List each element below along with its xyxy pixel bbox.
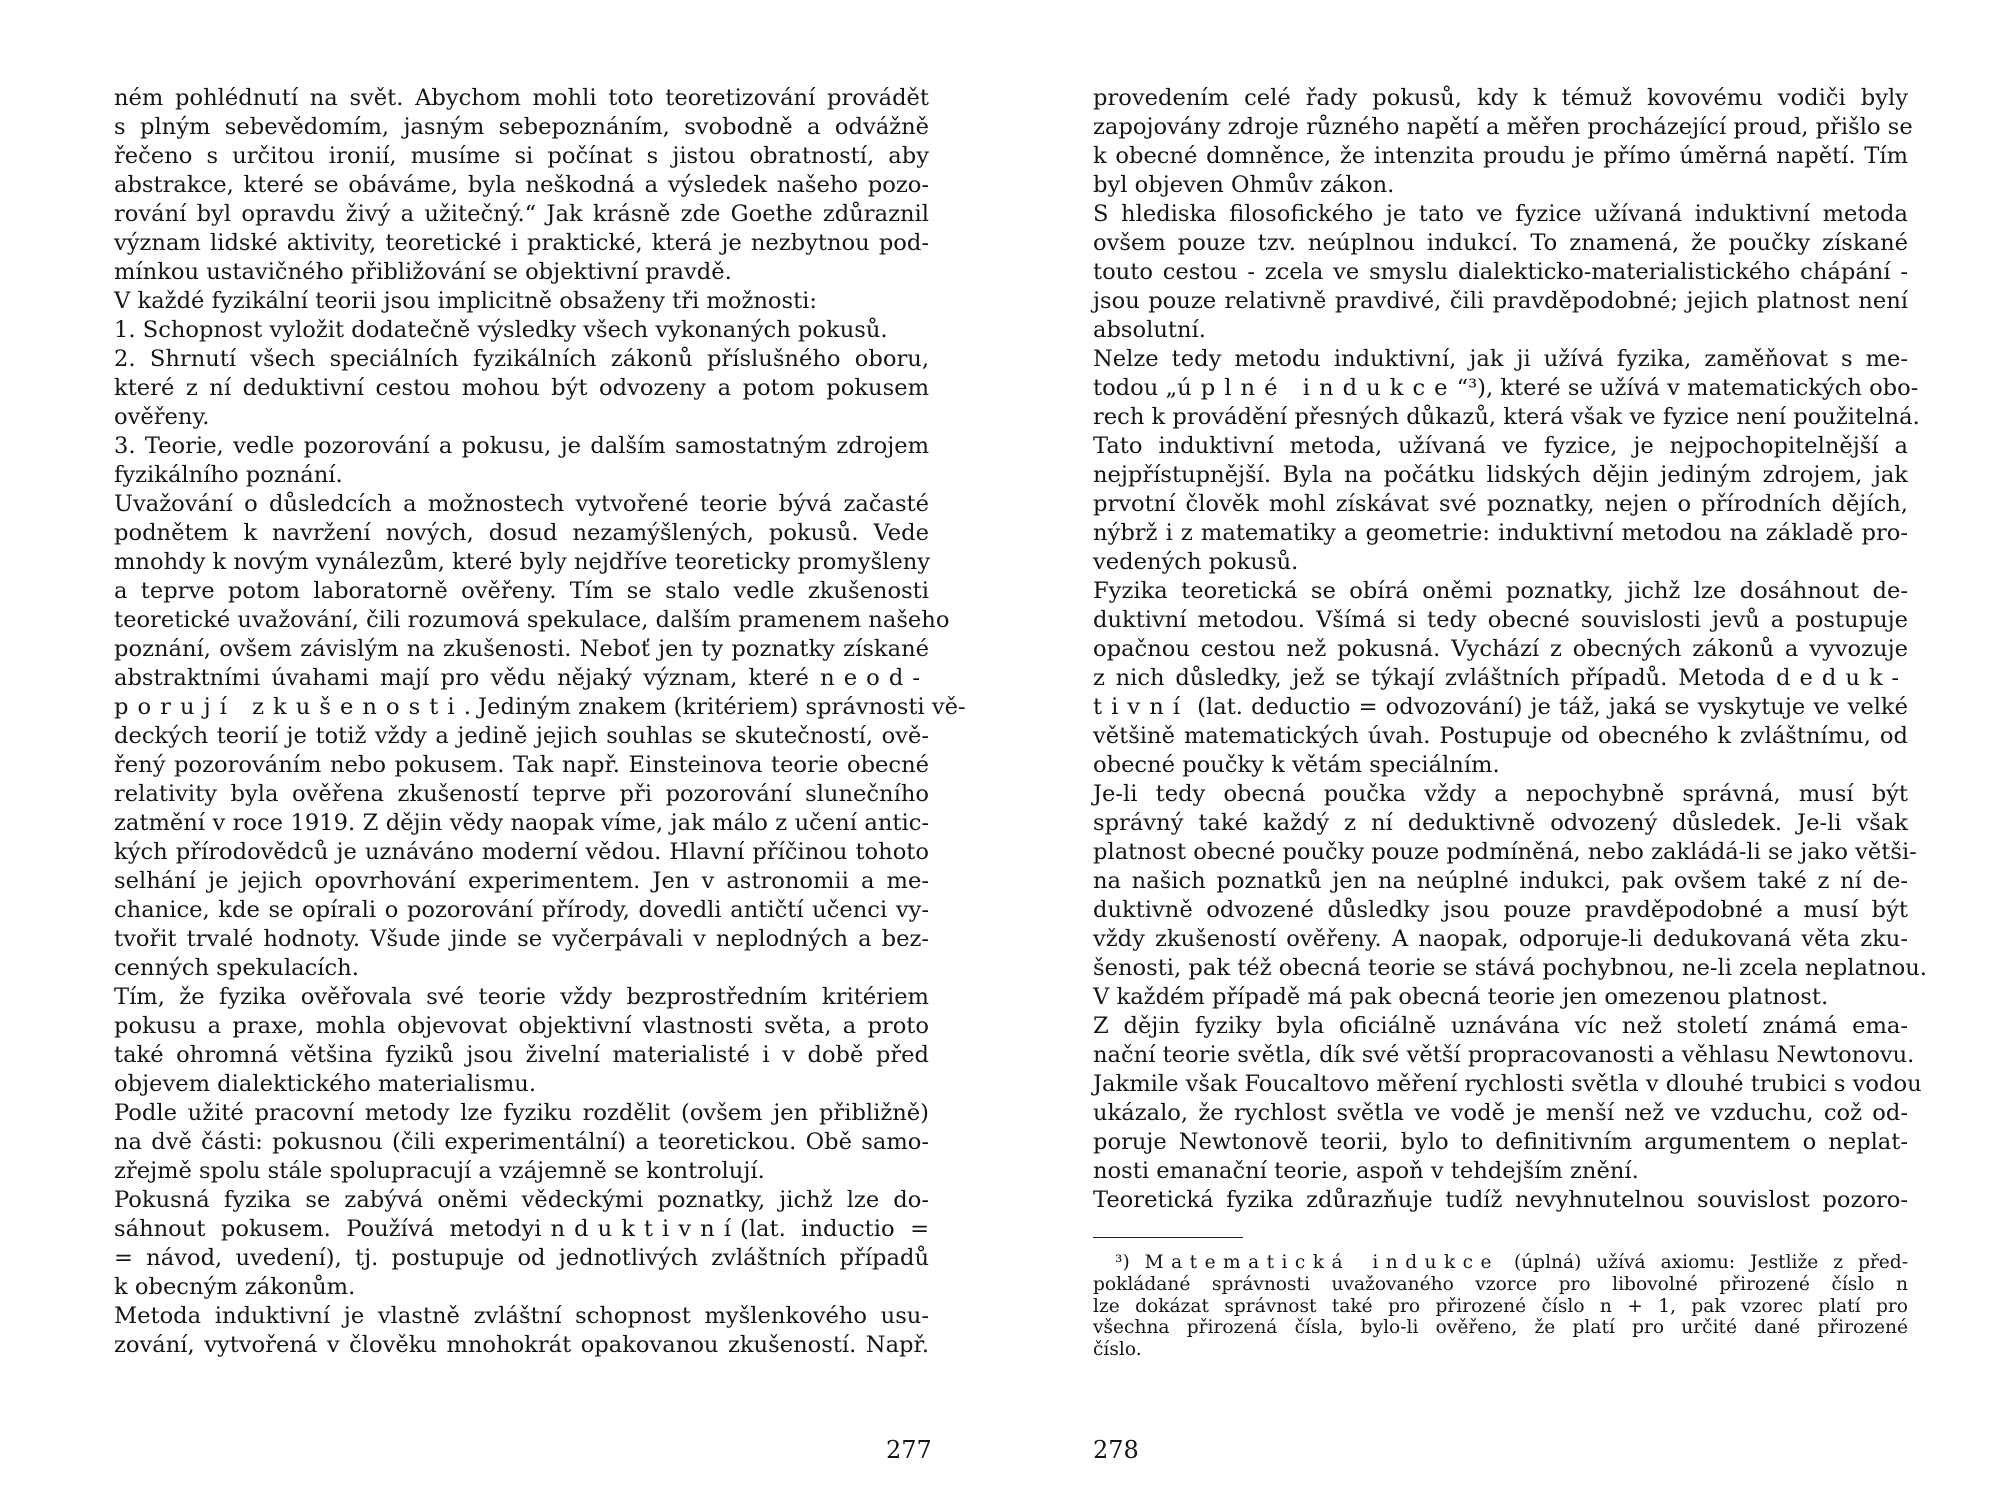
line-text: duktivní metodou. Všímá si tedy obecné souvislosti jevů a postupuje (1093, 607, 1908, 633)
line-text: V každém případě má pak obecná teorie jen omezenou platnost. (1093, 984, 1829, 1010)
text-line (114, 577, 929, 606)
line-text: abstraktními úvahami mají pro vědu nějaký význam, které (114, 665, 809, 691)
text-line (114, 867, 929, 896)
line-text: podnětem k navržení nových, dosud nezamýšlených, pokusů. Vede (114, 520, 929, 546)
footnote-block (1093, 1252, 1908, 1361)
text-line (1093, 838, 1917, 867)
line-text: sáhnout pokusem. Používá metody (114, 1216, 535, 1242)
line-text: na dvě části: pokusnou (čili experimentální) a teoretickou. Obě samo- (114, 1129, 929, 1155)
spaced-term: deduk- (1775, 665, 1909, 691)
spaced-term: induktivní (534, 1216, 740, 1242)
line-text: absolutní. (1093, 317, 1206, 343)
left-page (114, 84, 966, 1360)
text-line (114, 432, 929, 461)
line-text: “³), které se užívá v matematických obo- (1456, 375, 1919, 401)
text-line (1093, 258, 1908, 287)
line-text: mínkou ustavičného přibližování se objektivní pravdě. (114, 259, 732, 285)
line-text: vždy zkušeností ověřeny. A naopak, odporuje-li dedukovaná věta zku- (1093, 926, 1908, 952)
spaced-term: Matematická indukce (1144, 1252, 1499, 1273)
spaced-term: neod- (820, 665, 929, 691)
line-text: objevem dialektického materialismu. (114, 1071, 537, 1097)
footnote-divider (1093, 1237, 1243, 1238)
line-text: platnost obecné poučky pouze podmíněná, nebo zakládá-li se jako větši- (1093, 839, 1917, 865)
line-text: touto cestou - zcela ve smyslu dialekticko-materialistického chápání - (1093, 259, 1908, 285)
line-text: kých přírodovědců je uznáváno moderní vědou. Hlavní příčinou tohoto (114, 839, 929, 865)
line-text: poznání, ovšem závislým na zkušenosti. Neboť jen ty poznatky získané (114, 636, 929, 662)
spaced-term: tivní (1093, 694, 1190, 720)
line-text: Tím, že fyzika ověřovala své teorie vždy bezprostředním kritériem (114, 984, 929, 1010)
text-line (1093, 461, 1908, 490)
line-text: rování byl opravdu živý a užitečný.“ Jak krásně zde Goethe zdůraznil (114, 201, 929, 227)
spaced-term: porují zkušenosti (114, 694, 464, 720)
text-line (114, 142, 929, 171)
line-text: Metoda induktivní je vlastně zvláštní schopnost myšlenkového usu- (114, 1303, 929, 1329)
text-line (1093, 548, 1908, 577)
text-line (1093, 345, 1908, 374)
text-line (114, 606, 950, 635)
line-text: (lat. inductio = (739, 1216, 930, 1242)
line-text: tvořit trvalé hodnoty. Všude jinde se vyčerpávali v neplodných a bez- (114, 926, 929, 952)
line-text: ověřeny. (114, 404, 210, 430)
line-text: ovšem pouze tzv. neúplnou indukcí. To znamená, že poučky získané (1093, 230, 1908, 256)
line-text: Fyzika teoretická se obírá oněmi poznatky, jichž lze dosáhnout de- (1093, 578, 1908, 604)
text-line (1093, 374, 1919, 403)
line-text: prvotní člověk mohl získávat své poznatky, nejen o přírodních dějích, (1093, 491, 1908, 517)
line-text: z nich důsledky, jež se týkají zvláštních případů. Metoda (1093, 665, 1766, 691)
line-text: Z dějin fyziky byla oficiálně uznávána víc než století známá ema- (1093, 1013, 1908, 1039)
text-line (114, 258, 929, 287)
text-line (1093, 287, 1908, 316)
text-line (114, 751, 929, 780)
line-text: (lat. deductio = odvozování) je táž, jaká se vyskytuje ve velké (1189, 694, 1908, 720)
line-text: Je-li tedy obecná poučka vždy a nepochybně správná, musí být (1093, 781, 1908, 807)
line-text: lze dokázat správnost také pro přirozené číslo n + 1, pak vzorec platí pro (1093, 1295, 1908, 1317)
line-text: provedením celé řady pokusů, kdy k témuž kovovému vodiči byly (1093, 85, 1908, 111)
text-line (114, 1186, 929, 1215)
text-line (114, 1215, 929, 1244)
line-text: todou „ (1093, 375, 1178, 401)
text-line (1093, 142, 1908, 171)
text-line (1093, 896, 1908, 925)
text-line (114, 664, 929, 693)
line-text: cenných spekulacích. (114, 955, 359, 981)
line-text: ³) (1115, 1252, 1145, 1273)
line-text: které z ní deduktivní cestou mohou být odvozeny a potom pokusem (114, 375, 929, 401)
text-line (1093, 1041, 1915, 1070)
line-text: deckých teorií je totiž vždy a jedině jejich souhlas se skutečností, ově- (114, 723, 929, 749)
text-line (114, 635, 929, 664)
text-line (1093, 490, 1908, 519)
line-text: ném pohlédnutí na svět. Abychom mohli toto teoretizování provádět (114, 85, 929, 111)
line-text: poruje Newtonově teorii, bylo to definitivním argumentem o neplat- (1093, 1129, 1908, 1155)
text-line (1093, 664, 1908, 693)
line-text: vedených pokusů. (1093, 549, 1299, 575)
text-line (114, 1012, 929, 1041)
line-text: nosti emanační teorie, aspoň v tehdejším znění. (1093, 1158, 1639, 1184)
text-line (114, 780, 929, 809)
text-line (114, 374, 929, 403)
text-line (114, 1273, 929, 1302)
text-line (114, 954, 929, 983)
text-line (114, 693, 966, 722)
line-text: zřejmě spolu stále spolupracují a vzájemně se kontrolují. (114, 1158, 765, 1184)
line-text: pokládané správnosti uvažovaného vzorce pro libovolné přirozené číslo n (1093, 1273, 1908, 1295)
line-text: relativity byla ověřena zkušeností teprve při pozorování slunečního (114, 781, 929, 807)
text-line (1093, 229, 1908, 258)
text-line (114, 316, 929, 345)
text-line (114, 1041, 929, 1070)
text-line (114, 1157, 929, 1186)
line-text: byl objeven Ohmův zákon. (1093, 172, 1395, 198)
text-line (114, 345, 929, 374)
left-page-body (114, 84, 966, 1360)
line-text: obecné poučky k větám speciálním. (1093, 752, 1500, 778)
text-line (1093, 1012, 1908, 1041)
text-line (1093, 1186, 1908, 1215)
text-line (1093, 606, 1908, 635)
line-text: = návod, uvedení), tj. postupuje od jednotlivých zvláštních případů (114, 1245, 929, 1271)
line-text: zování, vytvořená v člověku mnohokrát opakovanou zkušeností. Např. (114, 1332, 929, 1358)
line-text: většině matematických úvah. Postupuje od obecného k zvláštnímu, od (1093, 723, 1908, 749)
line-text: Pokusná fyzika se zabývá oněmi vědeckými poznatky, jichž lze do- (114, 1187, 929, 1213)
line-text: Nelze tedy metodu induktivní, jak ji užívá fyzika, zaměňovat s me- (1093, 346, 1908, 372)
text-line (1093, 954, 1927, 983)
page-number-left: 277 (886, 1436, 932, 1464)
text-line (114, 548, 929, 577)
text-line (114, 1128, 929, 1157)
text-line (1093, 809, 1908, 838)
text-line (1093, 1070, 1922, 1099)
text-line (114, 519, 929, 548)
text-line (114, 1099, 929, 1128)
line-text: řečeno s určitou ironií, musíme si počínat s jistou obratností, aby (114, 143, 929, 169)
text-line (114, 925, 929, 954)
text-line (1093, 693, 1908, 722)
text-line (114, 722, 929, 751)
line-text: Tato induktivní metoda, užívaná ve fyzice, je nejpochopitelnější a (1093, 433, 1908, 459)
text-line (1093, 983, 1908, 1012)
text-line (114, 229, 929, 258)
line-text: chanice, kde se opírali o pozorování přírody, dovedli antičtí učenci vy- (114, 897, 929, 923)
text-line (1093, 867, 1908, 896)
line-text: zatmění v roce 1919. Z dějin vědy naopak víme, jak málo z učení antic- (114, 810, 929, 836)
line-text: . Jediným znakem (kritériem) správnosti vě- (463, 694, 966, 720)
line-text: na našich poznatků jen na neúplné indukci, pak ovšem také z ní de- (1093, 868, 1908, 894)
text-line (114, 113, 929, 142)
text-line (114, 1302, 929, 1331)
text-line (114, 1070, 929, 1099)
spaced-term: úplné indukce (1177, 375, 1457, 401)
text-line (1093, 722, 1908, 751)
text-line (114, 896, 929, 925)
text-line (1093, 84, 1908, 113)
line-text: šenosti, pak též obecná teorie se stává pochybnou, ne-li zcela neplatnou. (1093, 955, 1927, 981)
line-text: všechna přirozená čísla, bylo-li ověřeno, že platí pro určité dané přirozené (1093, 1317, 1908, 1339)
line-text: také ohromná většina fyziků jsou živelní materialisté i v době před (114, 1042, 929, 1068)
line-text: číslo. (1093, 1339, 1142, 1361)
text-line (114, 461, 929, 490)
text-line (1093, 1339, 1908, 1361)
text-line (1093, 432, 1908, 461)
text-line (1093, 1317, 1908, 1339)
text-line (1093, 1296, 1908, 1318)
line-text: Uvažování o důsledcích a možnostech vytvořené teorie bývá začasté (114, 491, 929, 517)
line-text: pokusu a praxe, mohla objevovat objektivní vlastnosti světa, a proto (114, 1013, 929, 1039)
text-line (1093, 1099, 1908, 1128)
line-text: 1. Schopnost vyložit dodatečně výsledky všech vykonaných pokusů. (114, 317, 888, 343)
line-text: teoretické uvažování, čili rozumová spekulace, dalším pramenem našeho (114, 607, 950, 633)
line-text: Podle užité pracovní metody lze fyziku rozdělit (ovšem jen přibližně) (114, 1100, 929, 1126)
text-line (1093, 1157, 1908, 1186)
line-text: selhání je jejich opovrhování experimentem. Jen v astronomii a me- (114, 868, 929, 894)
text-line (114, 838, 929, 867)
line-text: s plným sebevědomím, jasným sebepoznáním, svobodně a odvážně (114, 114, 929, 140)
text-line (1093, 200, 1908, 229)
text-line (1093, 635, 1908, 664)
text-line (114, 403, 929, 432)
line-text: k obecné domněnce, že intenzita proudu je přímo úměrná napětí. Tím (1093, 143, 1908, 169)
text-line (1093, 577, 1908, 606)
line-text: Teoretická fyzika zdůrazňuje tudíž nevyhnutelnou souvislost pozoro- (1093, 1187, 1908, 1213)
text-line (114, 1244, 929, 1273)
text-line (1093, 780, 1908, 809)
line-text: k obecným zákonům. (114, 1274, 356, 1300)
text-line (114, 983, 929, 1012)
page-number-right: 278 (1093, 1436, 1139, 1464)
line-text: řený pozorováním nebo pokusem. Tak např. Einsteinova teorie obecné (114, 752, 929, 778)
text-line (114, 171, 929, 200)
line-text: V každé fyzikální teorii jsou implicitně obsaženy tři možnosti: (114, 288, 818, 314)
text-line (1093, 1274, 1908, 1296)
text-line (1093, 113, 1913, 142)
line-text: správný také každý z ní deduktivně odvozený důsledek. Je-li však (1093, 810, 1908, 836)
text-line (114, 809, 929, 838)
line-text: jsou pouze relativně pravdivé, čili pravděpodobné; jejich platnost není (1093, 288, 1908, 314)
line-text: 2. Shrnutí všech speciálních fyzikálních zákonů příslušného oboru, (114, 346, 929, 372)
text-line (1093, 519, 1908, 548)
right-page-body (1093, 84, 1927, 1215)
line-text: ukázalo, že rychlost světla ve vodě je menší než ve vzduchu, což od- (1093, 1100, 1908, 1126)
line-text: nýbrž i z matematiky a geometrie: induktivní metodou na základě pro- (1093, 520, 1908, 546)
text-line (114, 84, 929, 113)
text-line (114, 287, 929, 316)
text-line (1093, 1252, 1908, 1274)
line-text: Jakmile však Foucaltovo měření rychlosti světla v dlouhé trubici s vodou (1093, 1071, 1922, 1097)
text-line (1093, 1128, 1908, 1157)
text-line (1093, 171, 1908, 200)
line-text: rech k provádění přesných důkazů, která však ve fyzice není použitelná. (1093, 404, 1920, 430)
text-line (114, 1331, 929, 1360)
right-page (1093, 84, 1927, 1361)
text-line (1093, 316, 1908, 345)
line-text: zapojovány zdroje různého napětí a měřen procházející proud, přišlo se (1093, 114, 1913, 140)
text-line (1093, 403, 1920, 432)
line-text: nační teorie světla, dík své větší propracovanosti a věhlasu Newtonovu. (1093, 1042, 1915, 1068)
line-text: a teprve potom laboratorně ověřeny. Tím se stalo vedle zkušenosti (114, 578, 929, 604)
text-line (114, 200, 929, 229)
line-text: mnohdy k novým vynálezům, které byly nejdříve teoreticky promyšleny (114, 549, 931, 575)
line-text: S hlediska filosofického je tato ve fyzice užívaná induktivní metoda (1093, 201, 1908, 227)
line-text: duktivně odvozené důsledky jsou pouze pravděpodobné a musí být (1093, 897, 1908, 923)
line-text: (úplná) užívá axiomu: Jestliže z před- (1498, 1252, 1908, 1273)
line-text: 3. Teorie, vedle pozorování a pokusu, je dalším samostatným zdrojem (114, 433, 929, 459)
line-text: fyzikálního poznání. (114, 462, 343, 488)
line-text: opačnou cestou než pokusná. Vychází z obecných zákonů a vyvozuje (1093, 636, 1908, 662)
text-line (114, 490, 929, 519)
line-text: význam lidské aktivity, teoretické i praktické, která je nezbytnou pod- (114, 230, 929, 256)
line-text: nejpřístupnější. Byla na počátku lidských dějin jediným zdrojem, jak (1093, 462, 1908, 488)
line-text: abstrakce, které se obáváme, byla neškodná a výsledek našeho pozo- (114, 172, 929, 198)
text-line (1093, 751, 1908, 780)
text-line (1093, 925, 1908, 954)
